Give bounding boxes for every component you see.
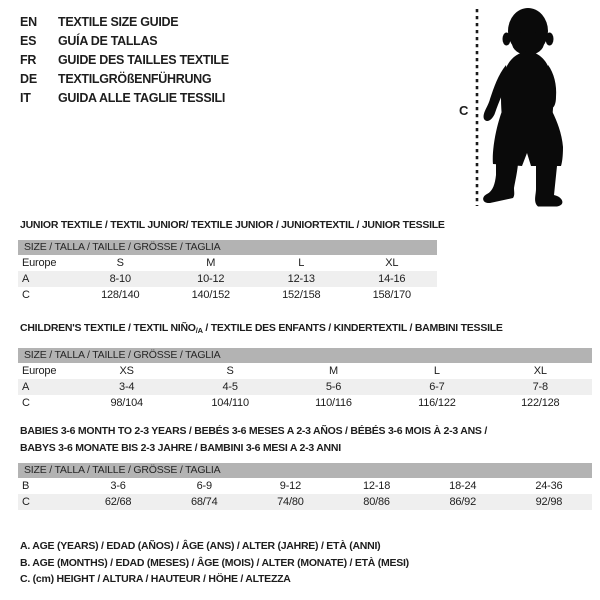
table-cell: 5-6 [325, 381, 342, 393]
table-cell: S [226, 365, 234, 377]
language-code: DE [20, 72, 37, 87]
table-cell: 110/116 [315, 397, 352, 409]
table-body [18, 363, 592, 411]
language-code: IT [20, 91, 31, 106]
table-row [18, 255, 437, 271]
table-cell: 12-13 [287, 273, 315, 285]
table-cell: 6-9 [196, 480, 212, 492]
table-cell: 14-16 [378, 273, 406, 285]
table-row [18, 494, 592, 510]
table-cell: 62/68 [104, 496, 132, 508]
language-row-es [20, 31, 229, 50]
table-cell: 8-10 [109, 273, 131, 285]
language-label: GUIDA ALLE TAGLIE TESSILI [58, 91, 226, 106]
table-row [18, 363, 592, 379]
language-row-it [20, 89, 229, 108]
language-row-fr [20, 50, 229, 69]
table-cell: L [433, 365, 440, 377]
children-section-heading [20, 322, 503, 335]
table-cell: M [206, 257, 216, 269]
children-size-table [18, 348, 592, 411]
baby-silhouette-icon [470, 5, 600, 210]
language-code: FR [20, 52, 37, 67]
table-row [18, 379, 592, 395]
note-age-years: A. AGE (YEARS) / EDAD (AÑOS) / ÂGE (ANS) / ALTER (JAHRE) / ETÀ (ANNI) [20, 540, 381, 552]
junior-section-heading: JUNIOR TEXTILE / TEXTIL JUNIOR/ TEXTILE JUNIOR / JUNIORTEXTIL / JUNIOR TESSILE [20, 219, 445, 231]
table-cell: 140/152 [191, 289, 230, 301]
language-label: GUÍA DE TALLAS [58, 33, 158, 48]
babies-section-heading [20, 423, 487, 456]
table-cell: 158/170 [372, 289, 411, 301]
table-cell: XL [385, 257, 399, 269]
table-cell: 4-5 [222, 381, 238, 393]
table-row [18, 287, 437, 303]
legend-notes [20, 538, 409, 588]
row-label: A [22, 273, 30, 285]
row-label: A [22, 381, 30, 393]
table-titlebar: SIZE / TALLA / TAILLE / GRÖSSE / TAGLIA [18, 240, 437, 255]
row-label: C [22, 397, 30, 409]
baby-silhouette-figure [470, 5, 600, 210]
table-cell: 122/128 [521, 397, 560, 409]
row-label: Europe [22, 365, 57, 377]
language-header [20, 12, 229, 108]
babies-size-table [18, 463, 592, 510]
language-code: EN [20, 14, 37, 29]
table-cell: 6-7 [429, 381, 445, 393]
table-cell: 104/110 [211, 397, 249, 409]
row-label: Europe [22, 257, 57, 269]
table-cell: 80/86 [363, 496, 390, 508]
heading-line-1: BABIES 3-6 MONTH TO 2-3 YEARS / BEBÉS 3-6 MESES A 2-3 AÑOS / BÉBÉS 3-6 MOIS À 2-3 ANS / [20, 425, 488, 437]
table-cell: 10-12 [197, 273, 225, 285]
table-cell: XS [119, 365, 134, 377]
language-code: ES [20, 33, 37, 48]
table-cell: 18-24 [449, 480, 477, 492]
table-cell: 128/140 [101, 289, 140, 301]
table-cell: XL [533, 365, 547, 377]
height-measure-label: C [459, 103, 469, 118]
heading-line-2: BABYS 3-6 MONATE BIS 2-3 JAHRE / BAMBINI 3-6 MESI A 2-3 ANNI [20, 441, 341, 454]
table-cell: 3-4 [119, 381, 135, 393]
table-cell: S [116, 257, 124, 269]
table-cell: 7-8 [532, 381, 548, 393]
table-cell: 116/122 [418, 397, 456, 409]
row-label: C [22, 289, 30, 301]
table-row [18, 395, 592, 411]
heading-subscript: /A [195, 326, 203, 335]
row-label: B [22, 480, 30, 492]
table-row [18, 271, 437, 287]
table-cell: 68/74 [190, 496, 218, 508]
table-cell: L [298, 257, 305, 269]
table-body [18, 478, 592, 510]
row-label: C [22, 496, 30, 508]
baby-silhouette-shape [483, 8, 563, 207]
language-row-en [20, 12, 229, 31]
table-cell: 152/158 [282, 289, 321, 301]
table-cell: 3-6 [110, 480, 126, 492]
table-cell: 12-18 [363, 480, 391, 492]
table-cell: M [329, 365, 338, 377]
language-row-de [20, 70, 229, 89]
language-label: GUIDE DES TAILLES TEXTILE [58, 52, 229, 67]
note-age-months: B. AGE (MONTHS) / EDAD (MESES) / ÂGE (MOIS) / ALTER (MONATE) / ETÀ (MESI) [20, 556, 409, 569]
table-cell: 98/104 [110, 397, 143, 409]
table-row [18, 478, 592, 494]
table-titlebar: SIZE / TALLA / TAILLE / GRÖSSE / TAGLIA [18, 348, 592, 363]
table-cell: 9-12 [279, 480, 302, 492]
heading-text: / TEXTILE DES ENFANTS / KINDERTEXTIL / BAMBINI TESSILE [202, 322, 503, 334]
table-cell: 24-36 [535, 480, 563, 492]
table-cell: 86/92 [449, 496, 476, 508]
table-body [18, 255, 437, 303]
junior-size-table [18, 240, 437, 303]
note-height-cm: C. (cm) HEIGHT / ALTURA / HAUTEUR / HÖHE / ALTEZZA [20, 573, 291, 585]
language-label: TEXTILE SIZE GUIDE [58, 14, 179, 29]
table-titlebar: SIZE / TALLA / TAILLE / GRÖSSE / TAGLIA [18, 463, 592, 478]
table-cell: 74/80 [277, 496, 304, 508]
heading-text: CHILDREN'S TEXTILE / TEXTIL NIÑO [20, 322, 196, 334]
language-label: TEXTILGRÖßENFÜHRUNG [58, 72, 212, 87]
table-cell: 92/98 [535, 496, 563, 508]
